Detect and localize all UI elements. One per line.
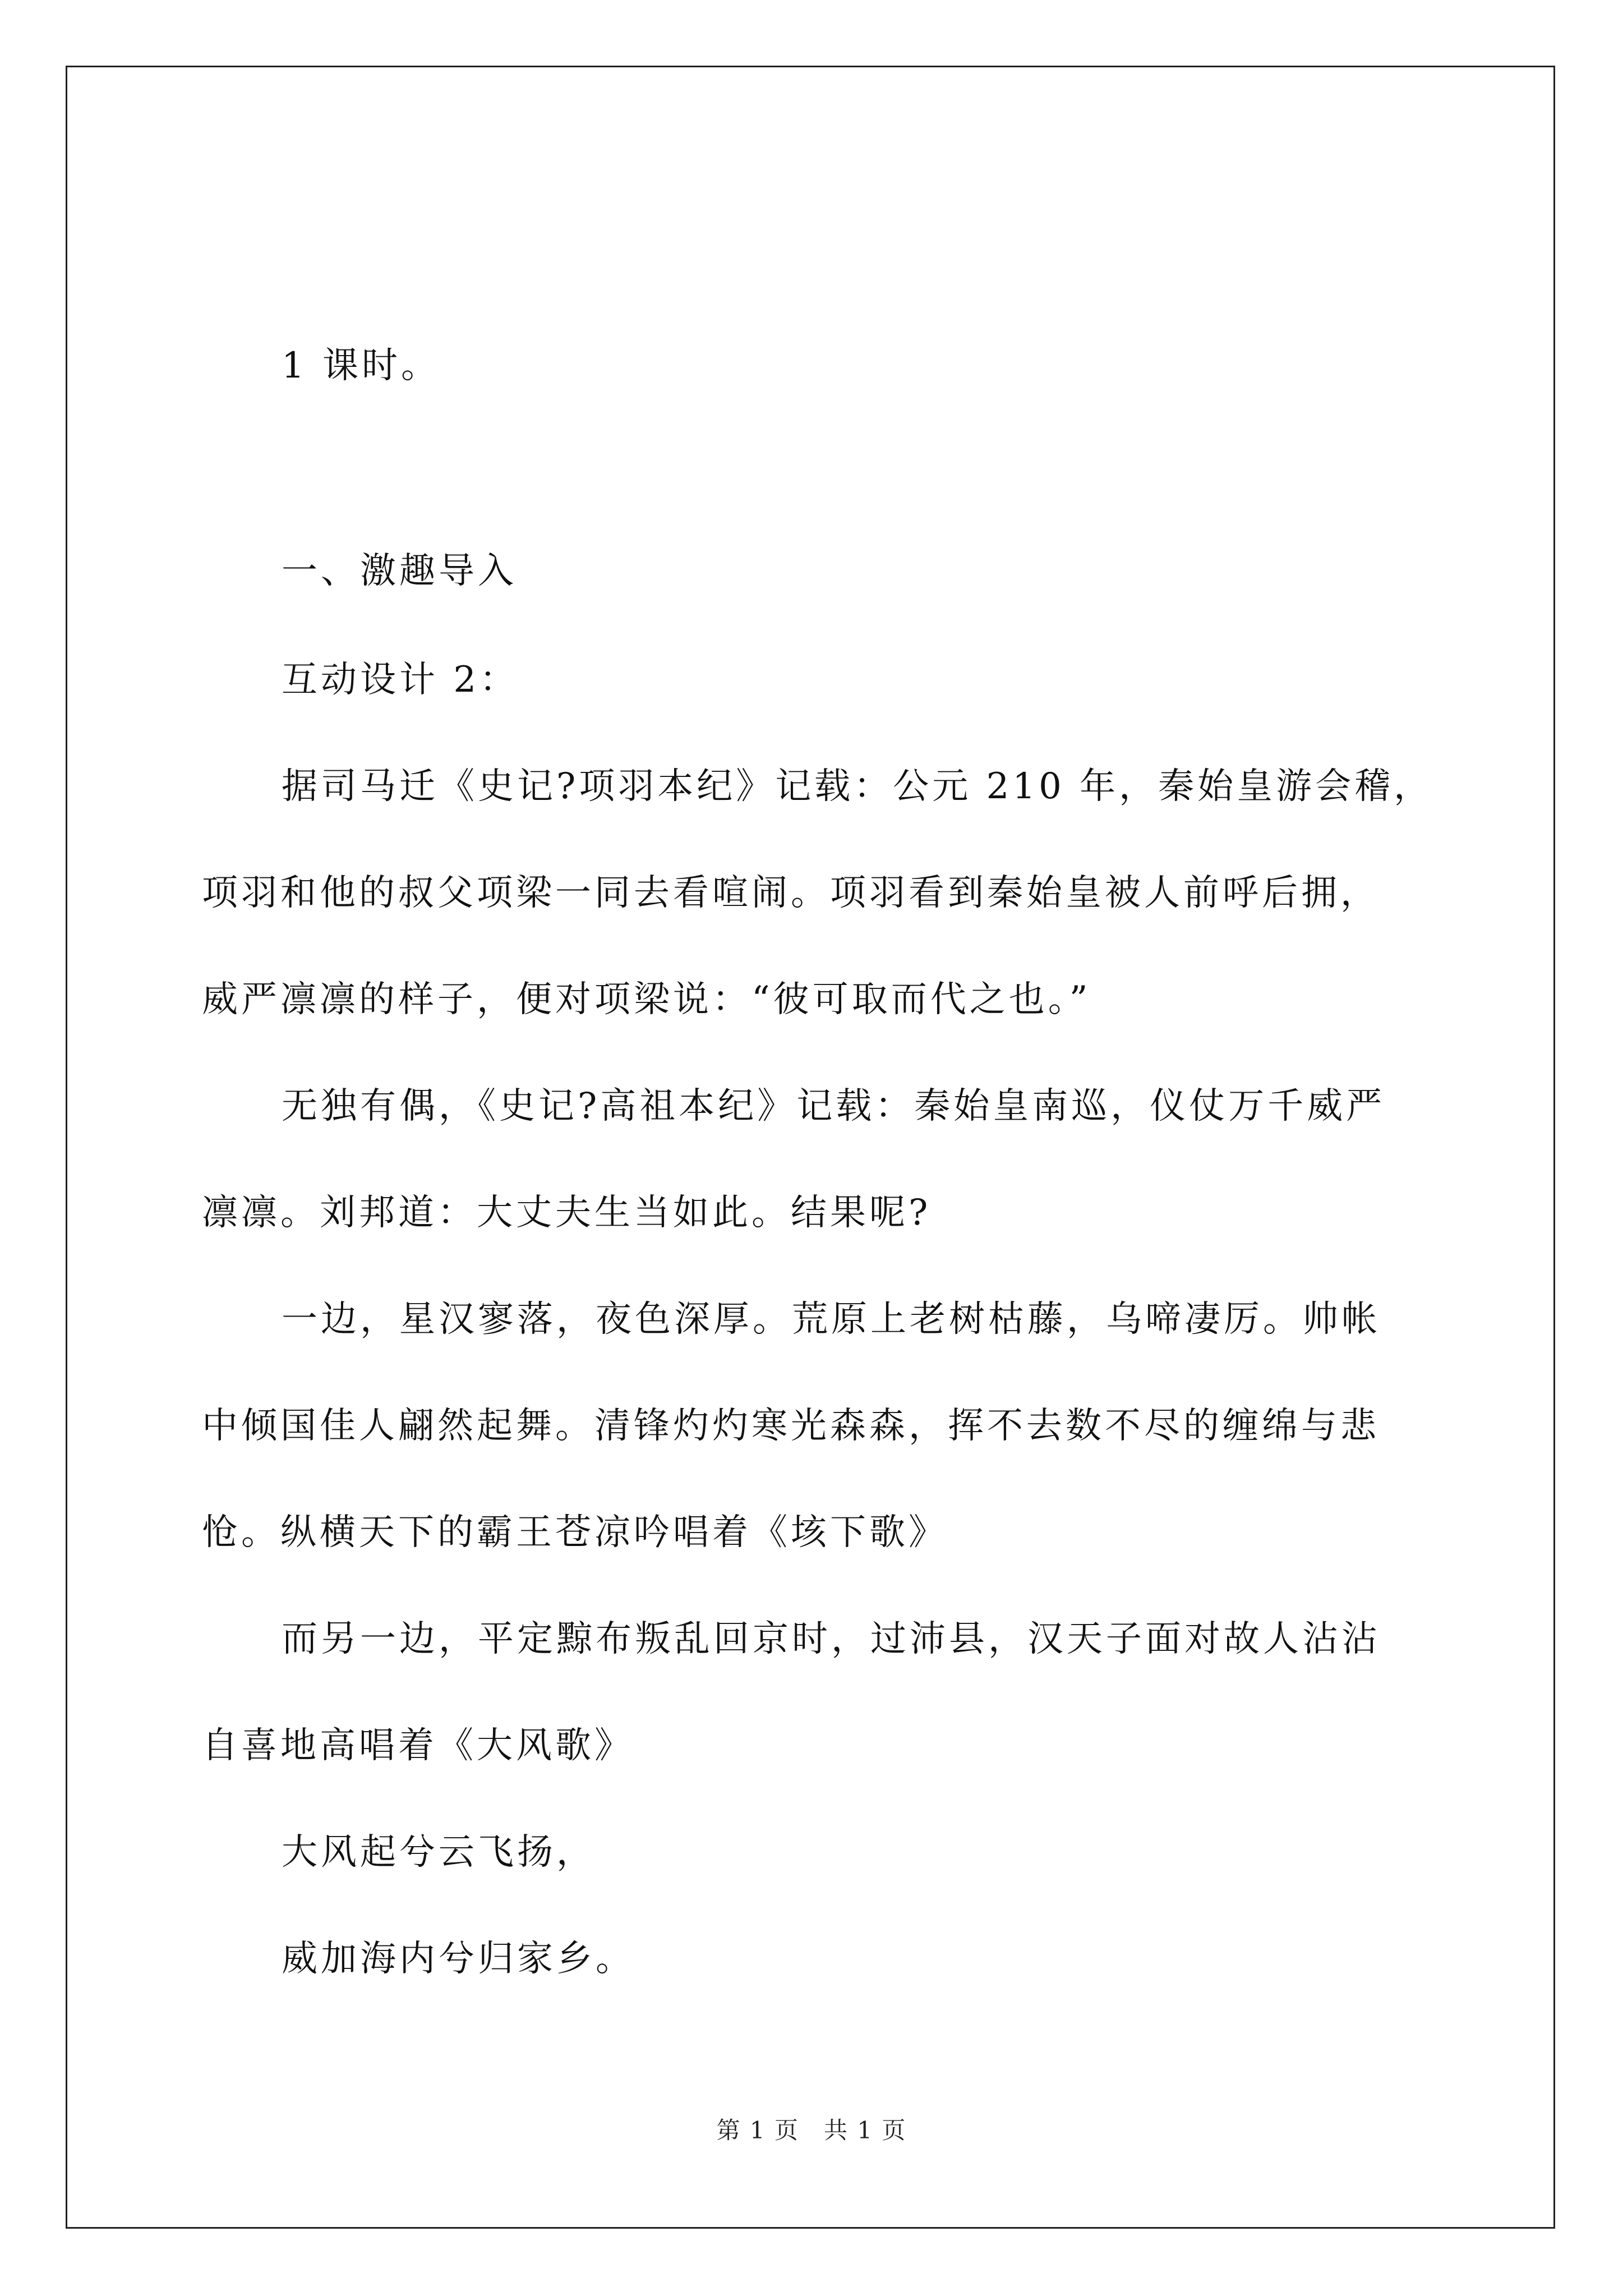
paragraph-line: 中倾国佳人翩然起舞。清锋灼灼寒光森森，挥不去数不尽的缠绵与悲 bbox=[202, 1405, 1380, 1447]
paragraph-line: 威严凛凛的样子，便对项梁说：“彼可取而代之也。” bbox=[202, 979, 1091, 1020]
paragraph-line: 凛凛。刘邦道：大丈夫生当如此。结果呢? bbox=[202, 1192, 932, 1234]
paragraph-line: 自喜地高唱着《大风歌》 bbox=[202, 1725, 634, 1766]
section-heading: 一、激趣导入 bbox=[282, 550, 517, 592]
interactive-design-label: 互动设计 2： bbox=[282, 659, 519, 701]
poem-line: 威加海内兮归家乡。 bbox=[282, 1938, 635, 1980]
paragraph-line: 据司马迁《史记?项羽本纪》记载：公元 210 年，秦始皇游会稽， bbox=[282, 766, 1433, 807]
paragraph-line: 而另一边，平定黥布叛乱回京时，过沛县，汉天子面对故人沾沾 bbox=[282, 1618, 1381, 1660]
paragraph-line: 无独有偶，《史记?高祖本纪》记载：秦始皇南巡，仪仗万千威严 bbox=[282, 1085, 1386, 1127]
poem-line: 大风起兮云飞扬， bbox=[282, 1832, 596, 1873]
paragraph-line: 项羽和他的叔父项梁一同去看喧闹。项羽看到秦始皇被人前呼后拥， bbox=[202, 872, 1380, 914]
paragraph-line: 怆。纵横天下的霸王苍凉吟唱着《垓下歌》 bbox=[202, 1512, 948, 1553]
class-hours-line: 1 课时。 bbox=[282, 345, 441, 386]
page-footer: 第 1 页 共 1 页 bbox=[716, 2116, 907, 2144]
paragraph-line: 一边，星汉寥落，夜色深厚。荒原上老树枯藤，乌啼凄厉。帅帐 bbox=[282, 1299, 1381, 1340]
